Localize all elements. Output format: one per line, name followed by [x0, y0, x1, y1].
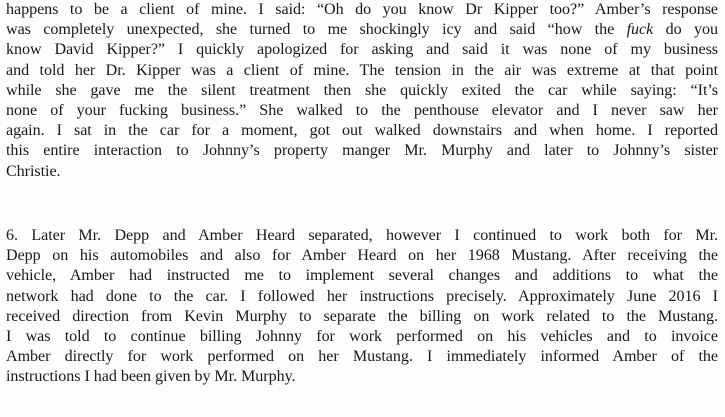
- text-line: vehicle, Amber had instructed me to implement several changes and additions to what the: [6, 267, 718, 285]
- text-line: again. I sat in the car for a moment, got out walked downstairs and when home. I reported: [6, 122, 718, 140]
- text-span: was completely unexpected, she turned to me shockingly icy and said “how the: [6, 21, 627, 39]
- text-line: I was told to continue billing Johnny for work performed on his vehicles and to invoice: [6, 328, 718, 346]
- text-line: network had done to the car. I followed her instructions precisely. Approximately June 2016 I: [6, 287, 718, 305]
- text-line: happens to be a client of mine. I said: “Oh do you know Dr Kipper too?” Amber’s response: [6, 1, 718, 18]
- paragraph-1: [6, 0, 718, 182]
- paragraph-2: [6, 226, 718, 388]
- text-line: know David Kipper?” I quickly apologized for asking and said it was none of my business: [6, 41, 718, 59]
- text-line: Christie.: [6, 162, 61, 180]
- emphasized-word: fuck: [626, 21, 654, 39]
- text-line: [6, 20, 718, 40]
- text-line: instructions I had been given by Mr. Murphy.: [6, 368, 296, 386]
- text-line: received direction from Kevin Murphy to separate the billing on work related to the Mustang.: [6, 307, 718, 325]
- text-line: this entire interaction to Johnny’s property manger Mr. Murphy and later to Johnny’s sister: [6, 142, 718, 160]
- text-line: 6. Later Mr. Depp and Amber Heard separated, however I continued to work both for Mr.: [6, 227, 718, 244]
- text-line: Depp on his automobiles and also for Amber Heard on her 1968 Mustang. After receiving the: [6, 247, 718, 265]
- text-line: none of your fucking business.” She walked to the penthouse elevator and I never saw her: [6, 102, 718, 120]
- text-line: and told her Dr. Kipper was a client of mine. The tension in the air was extreme at that point: [6, 61, 718, 79]
- text-line: Amber directly for work performed on her Mustang. I immediately informed Amber of the: [6, 348, 718, 366]
- text-span: do you: [653, 21, 718, 39]
- text-line: while she gave me the silent treatment then she quickly exited the car while saying: “It’s: [6, 81, 718, 99]
